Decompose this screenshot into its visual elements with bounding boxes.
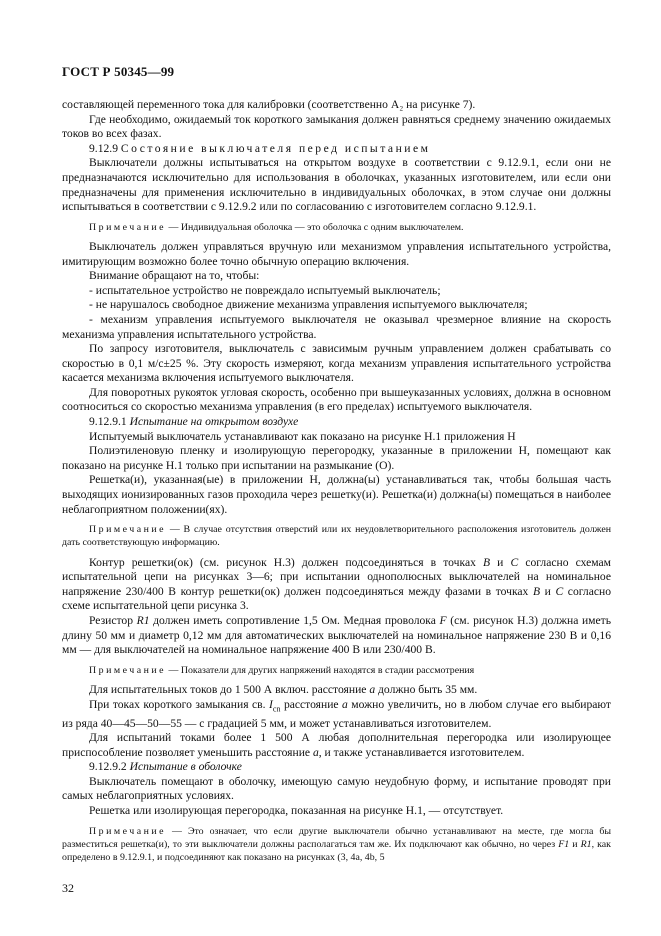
note-label: Примечание [89, 524, 167, 536]
note-label: Примечание [89, 664, 167, 676]
body-paragraph: - испытательное устройство не повреждало испытуемый выключатель; [89, 283, 441, 297]
section-title: Испытание в оболочке [129, 760, 242, 774]
note-paragraph [62, 664, 611, 677]
note-paragraph [62, 221, 611, 234]
body-paragraph: По запросу изготовителя, выключатель с зависимым ручным управлением должен срабатывать со скоростью в 0,1 м/с±25 %. Эту скорость измеряют, когда механизм управления испытательного устройства касается механизма включения испытуемого выключателя. [62, 342, 611, 385]
body-paragraph: Испытуемый выключатель устанавливают как показано на рисунке Н.1 приложения Н [89, 429, 516, 443]
section-title: Испытание на открытом воздухе [129, 415, 299, 429]
note-label: Примечание [89, 825, 167, 837]
body-paragraph: Решетка(и), указанная(ые) в приложении Н, должна(ы) устанавливаться так, чтобы большая часть выходящих ионизированных газов проходила через решетку(и). Решетка(и) должна(ы) помещаться в наиболее неблагоприятном положении(ях). [62, 473, 611, 516]
section-number: 9.12.9.1 [89, 415, 127, 429]
page-number: 32 [62, 881, 74, 895]
note-text: — Показатели для других напряжений находятся в стадии рассмотрения [166, 664, 475, 676]
body-paragraph: составляющей переменного тока для калибровки (соответственно A₂ на рисунке 7). [62, 98, 476, 111]
section-heading [62, 760, 611, 775]
note-text: — Индивидуальная оболочка — это оболочка с одним выключателем. [166, 221, 464, 233]
document-header: ГОСТ Р 50345—99 [62, 64, 175, 79]
body-paragraph: Резистор R1 должен иметь сопротивление 1,5 Ом. Медная проволока F (см. рисунок Н.3) должна иметь длину 50 мм и диаметр 0,12 мм для автоматических выключателей на номинальное напряжение 230 В и 0,16 мм — для выключателей на номинальное напряжение 400 В или 230/400 В. [62, 614, 611, 657]
note-text: — Это означает, что если другие выключатели обычно устанавливают на месте, где могла бы разместиться решетка(и), то эти выключатели должны располагаться там же. Их подключают как обычно, но через F1 и R1, как определено в 9.12.9.1, и подсоединяют как показано на рисунках (3, 4а, 4b, 5 [62, 825, 611, 864]
note-label: Примечание [89, 221, 167, 233]
body-paragraph: Выключатели должны испытываться на открытом воздухе в соответствии с 9.12.9.1, если они не предназначаются исключительно для использования в оболочках, указанных изготовителем, или если они предназначены для применения исключительно в индивидуальных оболочках, в этом случае они должны испытываться в соответствии с 9.12.9.2 или по согласованию с изготовителем согласно 9.12.9.1. [62, 156, 611, 214]
body-paragraph: Выключатель помещают в оболочку, имеющую самую неудобную форму, и испытание проводят при самых неблагоприятных условиях. [62, 774, 611, 803]
section-number: 9.12.9 [89, 141, 118, 155]
section-heading [62, 415, 611, 430]
section-title: Состояние выключателя перед испытанием [120, 141, 431, 155]
body-paragraph: Где необходимо, ожидаемый ток короткого замыкания должен равняться среднему значению ожидаемых токов во всех фазах. [62, 112, 611, 141]
body-paragraph: Контур решетки(ок) (см. рисунок Н.3) должен подсоединяться в точках B и C согласно схемам испытательной цепи на рисунках 3—6; при испытании однополюсных выключателей на номинальное напряжение 230/400 В контур решетки(ок) должен подсоединяться между фазами в точках B и C согласно схеме испытательной цепи рисунка 3. [62, 555, 611, 613]
note-text: — В случае отсутствия отверстий или их неудовлетворительного расположения изготовитель должен дать соответствующую информацию. [62, 524, 611, 549]
body-paragraph: Решетка или изолирующая перегородка, показанная на рисунке Н.1, — отсутствует. [89, 804, 504, 818]
body-paragraph: Для испытаний токами более 1 500 А любая дополнительная перегородка или изолирующее приспособление позволяет уменьшить расстояние a, и также устанавливается изготовителем. [62, 731, 611, 759]
body-paragraph: Для поворотных рукояток угловая скорость, особенно при вышеуказанных условиях, должна в основном соотноситься со скоростью механизма управления (в его пределах) испытуемого выключателя. [62, 385, 611, 414]
note-paragraph [62, 825, 611, 865]
body-paragraph: Выключатель должен управляться вручную или механизмом управления испытательного устройства, имитирующим возможно более точно обычную операцию включения. [62, 239, 611, 268]
body-paragraph: Полиэтиленовую пленку и изолирующую перегородку, указанные в приложении Н, помещают как показано на рисунке Н.1 только при испытании на размыкание (О). [62, 444, 611, 472]
body-paragraph: - механизм управления испытуемого выключателя не оказывал чрезмерное влияние на скорость механизма управления испытательного устройства. [62, 312, 611, 341]
body-paragraph: Внимание обращают на то, чтобы: [89, 269, 260, 283]
body-paragraph: - не нарушалось свободное движение механизма управления испытуемого выключателя; [89, 298, 528, 312]
body-paragraph: Для испытательных токов до 1 500 А включ. расстояние a должно быть 35 мм. [89, 683, 478, 696]
section-heading [62, 142, 611, 157]
body-paragraph: При токах короткого замыкания св. $I_{cn}$ расстояние a можно увеличить, но в любом случае его выбирают из ряда 40—45—50—55 — с градацией 5 мм, и может устанавливаться изготовителем. [62, 697, 611, 730]
note-paragraph [62, 523, 611, 549]
section-number: 9.12.9.2 [89, 760, 127, 774]
document-body [62, 98, 611, 870]
